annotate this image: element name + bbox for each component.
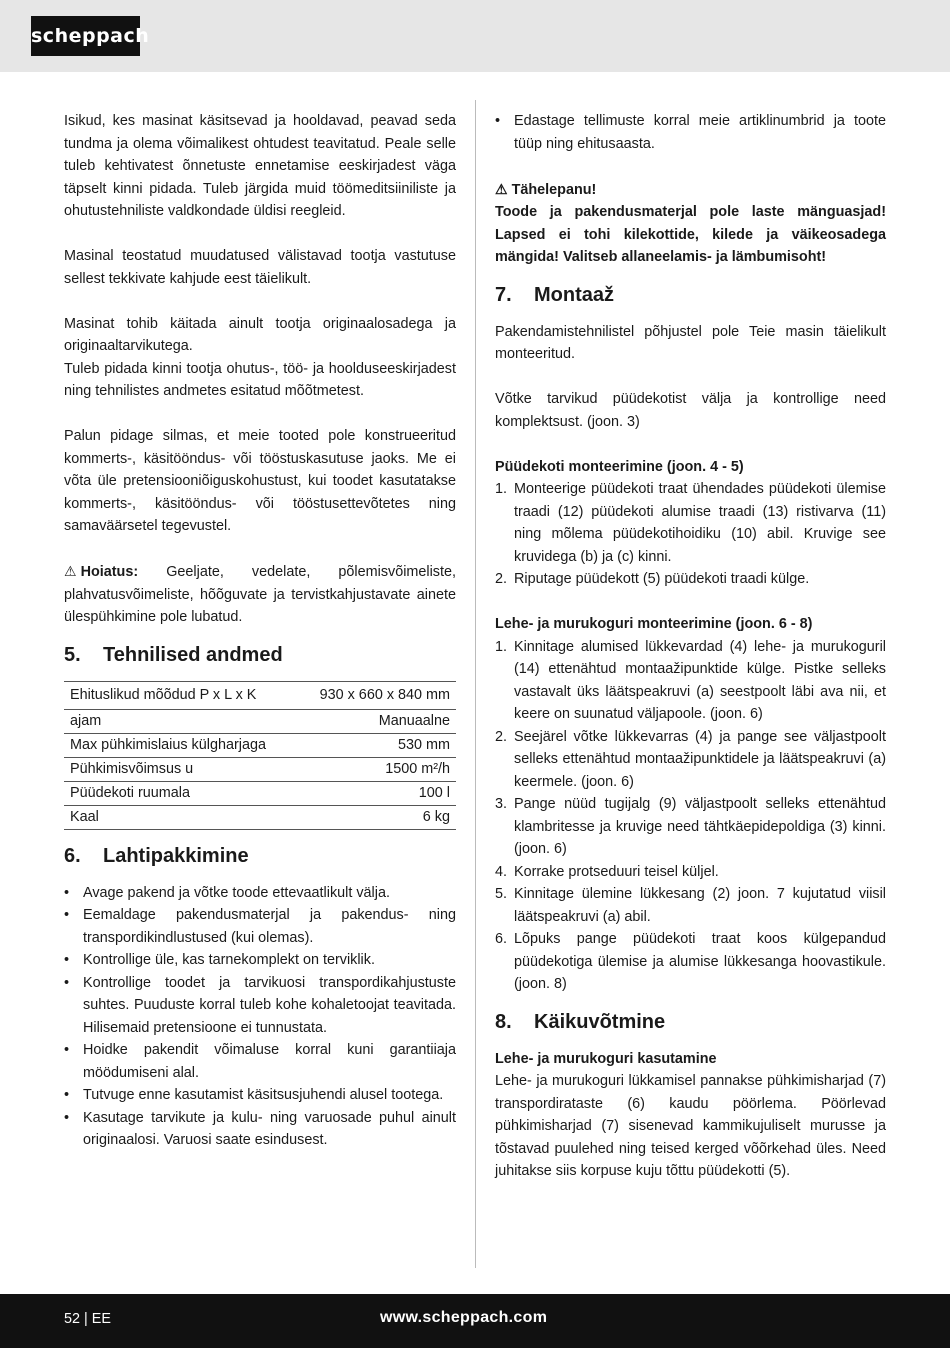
step-number: 2. bbox=[495, 728, 508, 745]
table-row bbox=[64, 781, 456, 805]
step-number: 5. bbox=[495, 886, 508, 902]
paragraph-check-accessories: Võtke tarvikud püüdekotist välja ja kontrollige need komplektsust. (joon. 3) bbox=[495, 391, 886, 430]
section-8-heading: 8. Käikuvõtmine bbox=[495, 1010, 666, 1033]
list-item: • Edastage tellimuste korral meie artiklinumbrid ja toote tüüp ning ehitusaasta. bbox=[495, 110, 886, 155]
step-text: Lõpuks pange püüdekoti traat koos külgepandud püüdekotiga ülemise ja alumise lükkesanga hoovastikule. (joon. 8) bbox=[514, 931, 886, 992]
spec-value: 530 mm bbox=[297, 733, 456, 757]
step-number: 3. bbox=[495, 796, 508, 812]
paragraph-operators: Isikud, kes masinat käsitsevad ja hooldavad, peavad seda tundma ja olema võimalikest ohtudest teavitatud. Peale selle tuleb kehtivatest õnnetuste ennetamise eeskirjadest väga täpselt kinni pidada. Tuleb järgida muid töömeditsiiniliste ja ohutustehniliste valdkondade üldisi reegleid. bbox=[64, 113, 456, 219]
spec-value: 6 kg bbox=[297, 805, 456, 829]
section-5-heading: 5. Tehnilised andmed bbox=[64, 643, 283, 666]
table-row bbox=[64, 805, 456, 829]
warning-triangle-icon: ⚠ bbox=[495, 180, 508, 197]
spec-value: Manuaalne bbox=[297, 709, 456, 733]
bag-assembly-heading: Püüdekoti monteerimine (joon. 4 - 5) bbox=[495, 458, 744, 475]
list-item: • Kontrollige toodet ja tarvikuosi transpordikahjustuste suhtes. Puuduste korral tuleb kohe kohaletoojat teavitada. Hilisemaid pretensioone ei tunnustata. bbox=[64, 972, 456, 1040]
step-number: 2. bbox=[495, 571, 508, 587]
order-note-list bbox=[495, 110, 886, 155]
step-text: Korrake protseduuri teisel küljel. bbox=[514, 863, 719, 880]
warning-label: Hoiatus: bbox=[80, 564, 139, 580]
step-number: 6. bbox=[495, 931, 508, 947]
list-item bbox=[495, 726, 886, 794]
step-text: Kinnitage ülemine lükkesang (2) joon. 7 kujutatud viisil läätspeakruvi (a) abil. bbox=[514, 886, 886, 925]
list-item: • Kontrollige üle, kas tarnekomplekt on terviklik. bbox=[64, 949, 456, 972]
spec-label: ajam bbox=[64, 709, 297, 733]
spec-value: 930 x 660 x 840 mm bbox=[297, 681, 456, 709]
step-number: 4. bbox=[495, 863, 508, 880]
step-text: Pange nüüd tugijalg (9) väljastpoolt selleks ettenähtud klambritesse ja kruvige need tähtkäepidepoldiga (3) kinni. (joon. 6) bbox=[514, 796, 886, 857]
spec-label: Püüdekoti ruumala bbox=[64, 781, 297, 805]
spec-label: Ehituslikud mõõdud P x L x K bbox=[64, 681, 297, 709]
step-text: Seejärel võtke lükkevarras (4) ja pange see väljastpoolt selleks ettenähtud montaažipunktidele ja läätspeakruvi (a) keermele. (joon. 6) bbox=[514, 728, 886, 790]
step-number: 1. bbox=[495, 481, 508, 497]
unpacking-list bbox=[64, 882, 456, 1152]
step-number: 1. bbox=[495, 638, 508, 655]
list-item bbox=[495, 478, 886, 568]
warning-triangle-icon: ⚠ bbox=[64, 563, 77, 579]
left-column bbox=[64, 110, 456, 1152]
paragraph-regulations: Tuleb pidada kinni tootja ohutus-, töö- ja hoolduseeskirjadest ning tehnilistes andmetes esitatud mõõtmetest. bbox=[64, 360, 456, 399]
website-link[interactable]: www.scheppach.com bbox=[380, 1309, 548, 1326]
section-6-heading: 6. Lahtipakkimine bbox=[64, 844, 249, 867]
scheppach-logo: scheppach bbox=[31, 16, 140, 56]
step-text: Riputage püüdekott (5) püüdekoti traadi külge. bbox=[514, 571, 810, 587]
list-item: • Kasutage tarvikute ja kulu- ning varuosade puhul ainult originaalosi. Varuosi saate esindusest. bbox=[64, 1107, 456, 1152]
sweeper-assembly-steps bbox=[495, 636, 886, 996]
page-number: 52 | EE bbox=[64, 1311, 111, 1327]
usage-heading: Lehe- ja murukoguri kasutamine bbox=[495, 1050, 717, 1067]
paragraph-modifications: Masinal teostatud muudatused välistavad tootja vastutuse sellest tekkivate kahjude eest täielikult. bbox=[64, 248, 456, 287]
attention-text: Toode ja pakendusmaterjal pole laste mänguasjad! Lapsed ei tohi kilekottide, kilede ja väikeosadega mängida! Valitseb allaneelamis- ja lämbumisoht! bbox=[495, 204, 886, 265]
list-item: • Tutvuge enne kasutamist käsitsusjuhendi alusel tootega. bbox=[64, 1084, 456, 1107]
spec-label: Max pühkimislaius külgharjaga bbox=[64, 733, 297, 757]
list-item: • Hoidke pakendit võimaluse korral kuni garantiiaja möödumiseni alal. bbox=[64, 1039, 456, 1084]
paragraph-commercial-use: Palun pidage silmas, et meie tooted pole konstrueeritud kommerts-, käsitööndus- või tööstuskasutuse jaoks. Me ei võta üle pretensiooniõiguskohustust, kui toodet kasutatakse kommerts-, käsitööndus- või tööstusettevõtetes ning samaväärsetel tegevustel. bbox=[64, 428, 456, 534]
usage-text: Lehe- ja murukoguri lükkamisel pannakse pühkimisharjad (7) transpordirataste (6) kaudu pöörlema. Pöörlevad pühkimisharjad (7) sisenevad kammikujuliselt murusse ja tõstavad puulehed ning teised kerged võõrkehad üles. Need juhitakse siis korpuse kuju tõttu püüdekotti (5). bbox=[495, 1073, 886, 1179]
spec-label: Pühkimisvõimsus u bbox=[64, 757, 297, 781]
paragraph-original-parts: Masinat tohib käitada ainult tootja originaalosadega ja originaaltarvikutega. bbox=[64, 315, 456, 354]
spec-label: Kaal bbox=[64, 805, 297, 829]
spec-value: 1500 m²/h bbox=[297, 757, 456, 781]
bag-assembly-steps bbox=[495, 478, 886, 591]
warning-paragraph bbox=[64, 560, 456, 629]
sweeper-assembly-heading: Lehe- ja murukoguri monteerimine (joon. 6 - 8) bbox=[495, 616, 813, 632]
spec-value: 100 l bbox=[297, 781, 456, 805]
list-item bbox=[495, 861, 886, 884]
list-item: • Avage pakend ja võtke toode ettevaatlikult välja. bbox=[64, 882, 456, 905]
table-row bbox=[64, 709, 456, 733]
table-row bbox=[64, 757, 456, 781]
table-row bbox=[64, 681, 456, 709]
list-item bbox=[495, 793, 886, 861]
warning-text: Geeljate, vedelate, põlemisvõimeliste, plahvatusvõimeliste, hõõguvate ja tervistkahjustavate ainete ülespühkimine pole lubatud. bbox=[64, 564, 456, 625]
step-text: Kinnitage alumised lükkevardad (4) lehe- ja murukoguril (14) ettenähtud montaažipunktide külge. Pistke selleks vastavalt üks läätspeakruvi (a) seestpoolt läbi ava nii, et keere on suunatud väljapoole. (joon. 6) bbox=[514, 638, 886, 722]
section-7-heading: 7. Montaaž bbox=[495, 283, 614, 306]
table-row bbox=[64, 733, 456, 757]
list-item: • Eemaldage pakendusmaterjal ja pakendus- ning transpordikindlustused (kui olemas). bbox=[64, 904, 456, 949]
technical-data-table bbox=[64, 681, 456, 830]
list-item bbox=[495, 928, 886, 996]
footer-bar bbox=[0, 1294, 950, 1348]
list-item bbox=[495, 636, 886, 726]
step-text: Monteerige püüdekoti traat ühendades püüdekoti ülemise traadi (12) püüdekoti alumise traadi (13) ristivarva (11) ning mõlema püüdekotihoidiku (10) abil. Kruvige see kruvidega (b) ja (c) kinni. bbox=[514, 481, 886, 565]
list-item bbox=[495, 568, 886, 591]
column-divider bbox=[475, 100, 476, 1268]
list-item bbox=[495, 883, 886, 928]
header-bar bbox=[0, 0, 950, 72]
paragraph-not-assembled: Pakendamistehnilistel põhjustel pole Teie masin täielikult monteeritud. bbox=[495, 323, 886, 362]
attention-label: ⚠ Tähelepanu! bbox=[495, 178, 886, 202]
right-column bbox=[495, 110, 886, 1183]
